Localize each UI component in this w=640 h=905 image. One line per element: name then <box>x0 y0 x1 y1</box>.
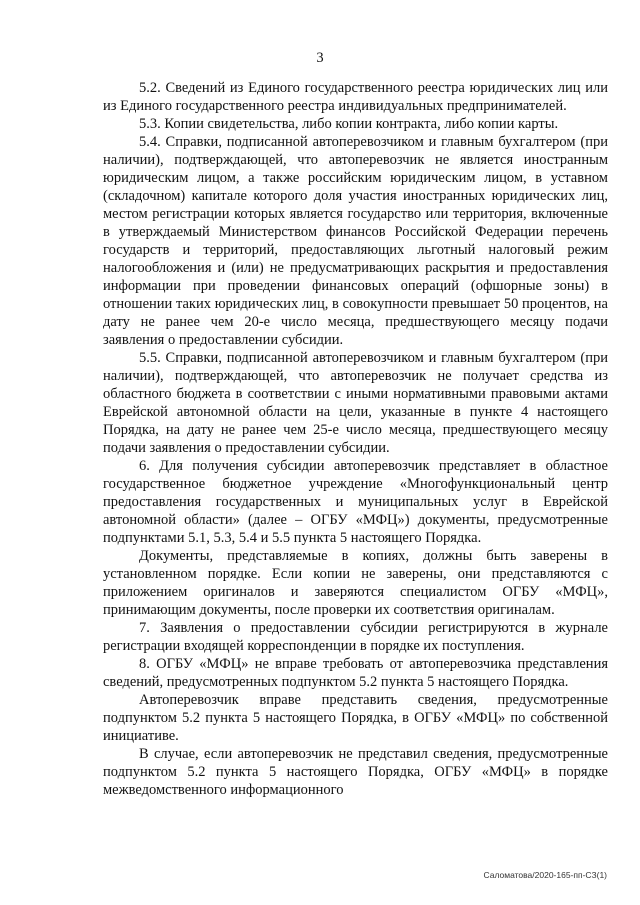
document-body <box>103 79 608 799</box>
paragraph-6: 6. Для получения субсидии автоперевозчик представляет в областное государственное бюджетное учреждение «Многофункциональный центр предоставления государственных и муниципальных услуг в Еврейской автономной области» (далее – ОГБУ «МФЦ») документы, предусмотренные подпунктами 5.1, 5.3, 5.4 и 5.5 пункта 5 настоящего Порядка. <box>103 458 608 546</box>
document-code: Саломатова/2020-165-пп-СЗ(1) <box>483 870 607 880</box>
paragraph-5-2: 5.2. Сведений из Единого государственного реестра юридических лиц или из Единого государственного реестра индивидуальных предпринимателей. <box>103 80 608 114</box>
paragraph-8: 8. ОГБУ «МФЦ» не вправе требовать от автоперевозчика представления сведений, предусмотренных подпунктом 5.2 пункта 5 настоящего Порядка. <box>103 656 608 690</box>
page-number: 3 <box>316 50 324 66</box>
paragraph-8-interagency: В случае, если автоперевозчик не представил сведения, предусмотренные подпунктом 5.2 пункта 5 настоящего Порядка, ОГБУ «МФЦ» в порядке межведомственного информационного <box>103 746 608 798</box>
paragraph-6-copies: Документы, представляемые в копиях, должны быть заверены в установленном порядке. Если копии не заверены, они представляются с приложением оригиналов и заверяются специалистом ОГБУ «МФЦ», принимающим документы, после проверки их соответствия оригиналам. <box>103 548 608 618</box>
paragraph-5-3: 5.3. Копии свидетельства, либо копии контракта, либо копии карты. <box>139 116 559 132</box>
paragraph-5-4: 5.4. Справки, подписанной автоперевозчиком и главным бухгалтером (при наличии), подтверждающей, что автоперевозчик не является иностранным юридическим лицом, а также российским юридическим лицом, в уставном (складочном) капитале которого доля участия иностранных юридических лиц, местом регистрации которых является государство или территория, включенные в утверждаемый Министерством финансов Российской Федерации перечень государств и территорий, предоставляющих льготный налоговый режим налогообложения и (или) не предусматривающих раскрытия и предоставления информации при проведении финансовых операций (офшорные зоны) в отношении таких юридических лиц, в совокупности превышает 50 процентов, на дату не ранее чем 20-е число месяца, предшествующего месяцу подачи заявления о предоставлении субсидии. <box>103 134 608 348</box>
paragraph-7: 7. Заявления о предоставлении субсидии регистрируются в журнале регистрации входящей корреспонденции в порядке их поступления. <box>103 620 608 654</box>
paragraph-8-initiative: Автоперевозчик вправе представить сведения, предусмотренные подпунктом 5.2 пункта 5 настоящего Порядка, в ОГБУ «МФЦ» по собственной инициативе. <box>103 692 608 744</box>
paragraph-5-5: 5.5. Справки, подписанной автоперевозчиком и главным бухгалтером (при наличии), подтверждающей, что автоперевозчик не получает средства из областного бюджета в соответствии с иными нормативными правовыми актами Еврейской автономной области на цели, указанные в пункте 4 настоящего Порядка, на дату не ранее чем 25-е число месяца, предшествующего месяцу подачи заявления о предоставлении субсидии. <box>103 350 608 456</box>
